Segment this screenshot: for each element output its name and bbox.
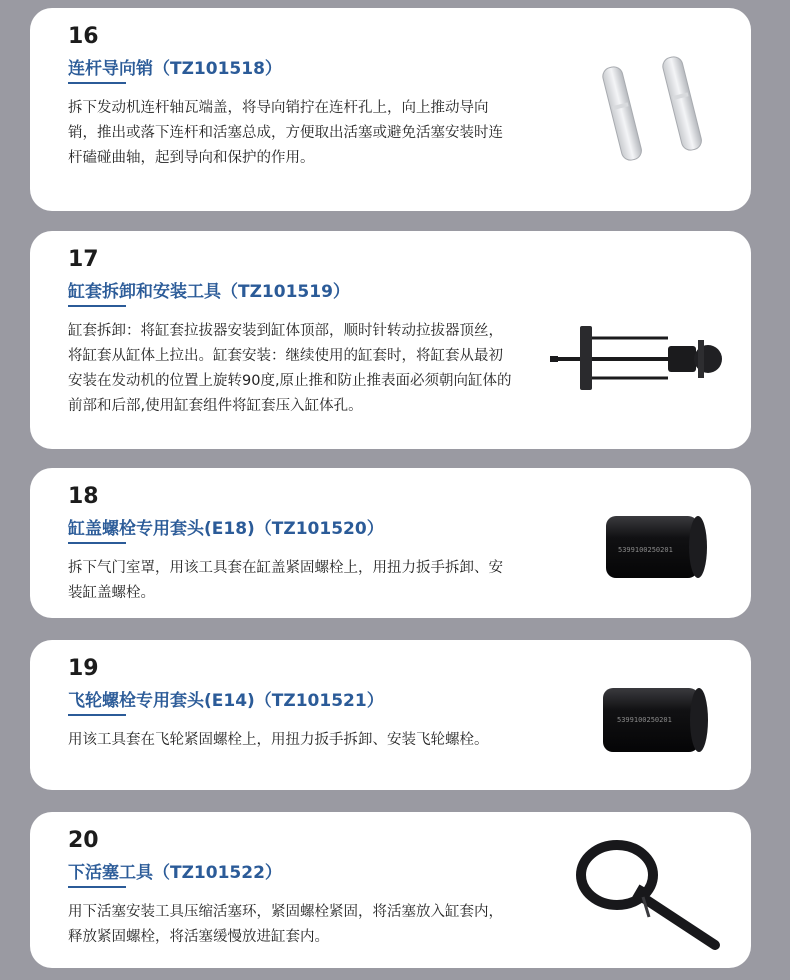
tool-card-17 xyxy=(30,231,751,449)
item-title: 飞轮螺栓专用套头(E14)（TZ101521） xyxy=(68,691,384,711)
item-description: 拆下发动机连杆轴瓦端盖，将导向销拧在连杆孔上，向上推动导向销，推出或落下连杆和活塞总成，方便取出活塞或避免活塞安装时连杆磕碰曲轴，起到导向和保护的作用。 xyxy=(68,100,503,166)
socket-icon xyxy=(595,682,713,760)
liner-puller-icon xyxy=(548,316,738,396)
item-number: 18 xyxy=(68,484,99,509)
socket-stamp: 5399100250201 xyxy=(617,716,672,724)
piston-ring-compressor-icon xyxy=(575,827,730,957)
title-underline xyxy=(68,714,126,716)
item-description: 用该工具套在飞轮紧固螺栓上，用扭力扳手拆卸、安装飞轮螺栓。 xyxy=(68,732,489,748)
tool-card-20 xyxy=(30,812,751,968)
socket-icon xyxy=(598,510,713,585)
tool-card-16 xyxy=(30,8,751,211)
item-number: 17 xyxy=(68,247,99,272)
item-title: 连杆导向销（TZ101518） xyxy=(68,59,282,79)
tool-card-19 xyxy=(30,640,751,790)
title-underline xyxy=(68,82,126,84)
item-number: 20 xyxy=(68,828,99,853)
guide-pins-icon xyxy=(590,48,720,178)
title-underline xyxy=(68,886,126,888)
title-underline xyxy=(68,542,126,544)
item-description: 缸套拆卸：将缸套拉拔器安装到缸体顶部，顺时针转动拉拔器顶丝，将缸套从缸体上拉出。缸套安装：继续使用的缸套时，将缸套从最初安装在发动机的位置上旋转90度,原止推和防止推表面必须朝向缸体的前部和后部,使用缸套组件将缸套压入缸体孔。 xyxy=(68,323,512,414)
item-title: 下活塞工具（TZ101522） xyxy=(68,863,282,883)
item-description: 用下活塞安装工具压缩活塞环，紧固螺栓紧固，将活塞放入缸套内，释放紧固螺栓，将活塞缓慢放进缸套内。 xyxy=(68,904,503,945)
item-number: 19 xyxy=(68,656,99,681)
item-title: 缸套拆卸和安装工具（TZ101519） xyxy=(68,282,350,302)
socket-stamp: 5399100250201 xyxy=(618,546,673,554)
item-title: 缸盖螺栓专用套头(E18)（TZ101520） xyxy=(68,519,384,539)
title-underline xyxy=(68,305,126,307)
tool-card-18 xyxy=(30,468,751,618)
item-description: 拆下气门室罩，用该工具套在缸盖紧固螺栓上，用扭力扳手拆卸、安装缸盖螺栓。 xyxy=(68,560,503,601)
item-number: 16 xyxy=(68,24,99,49)
